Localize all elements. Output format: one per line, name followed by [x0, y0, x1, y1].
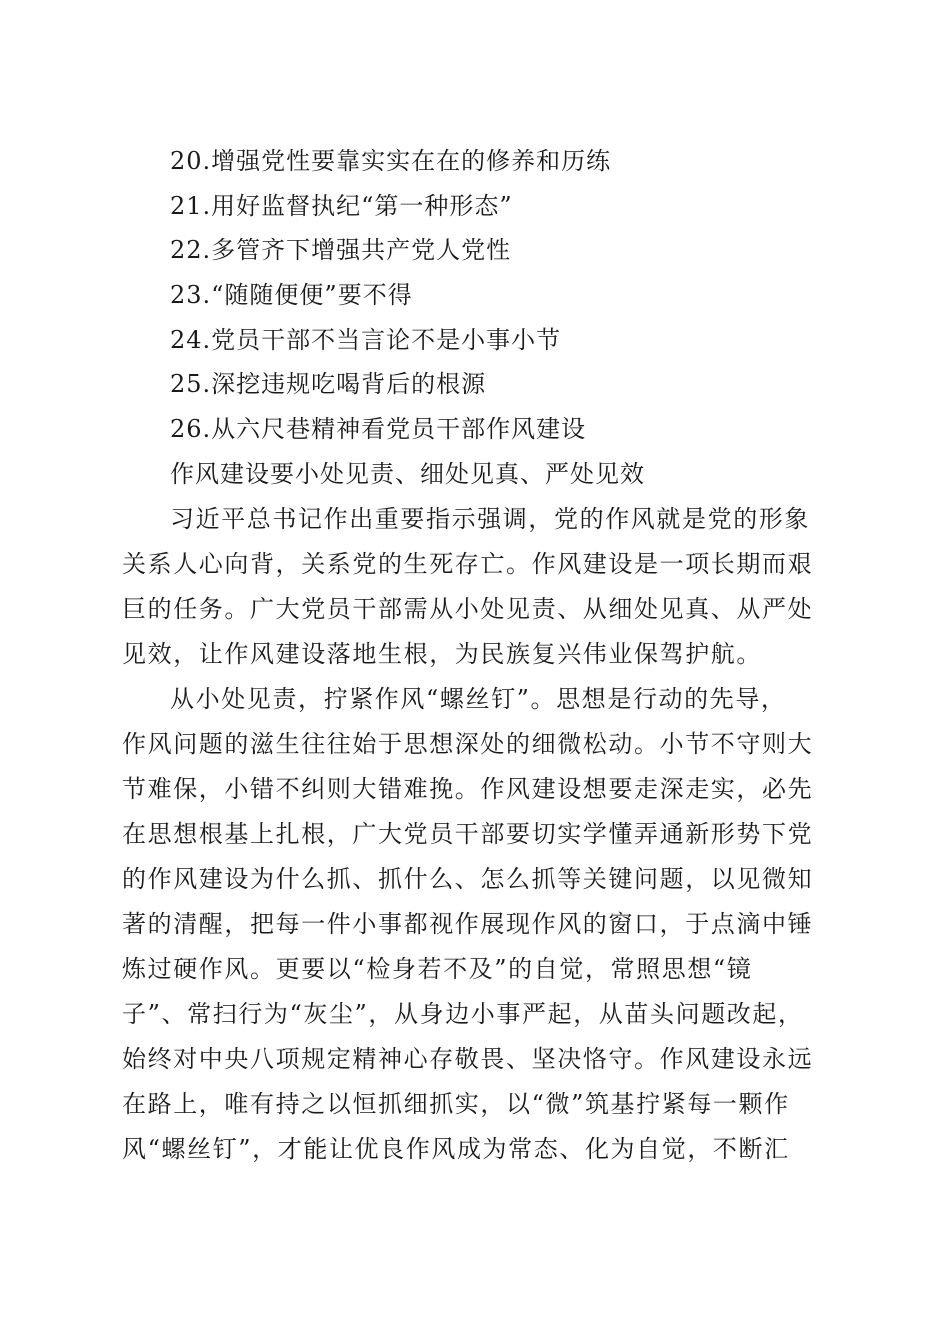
paragraph-line: 见效，让作风建设落地生根，为民族复兴伟业保驾护航。 [122, 640, 762, 668]
paragraph-line: 关系人心向背，关系党的生死存亡。作风建设是一项长期而艰 [122, 550, 814, 578]
list-item: 24.党员干部不当言论不是小事小节 [170, 326, 562, 354]
paragraph-line: 节难保，小错不纠则大错难挽。作风建设想要走深走实，必先 [122, 775, 814, 803]
list-item: 21.用好监督执纪“第一种形态” [170, 192, 513, 220]
list-item: 25.深挖违规吃喝背后的根源 [170, 370, 487, 398]
paragraph-line: 在思想根基上扎根，广大党员干部要切实学懂弄通新形势下党 [122, 820, 814, 848]
paragraph-line: 作风问题的滋生往往始于思想深处的细微松动。小节不守则大 [122, 730, 814, 758]
paragraph-line: 巨的任务。广大党员干部需从小处见责、从细处见真、从严处 [122, 595, 814, 623]
list-item: 26.从六尺巷精神看党员干部作风建设 [170, 415, 587, 443]
list-item: 22.多管齐下增强共产党人党性 [170, 236, 512, 264]
section-title: 作风建设要小处见责、细处见真、严处见效 [170, 460, 645, 488]
list-item: 20.增强党性要靠实实在在的修养和历练 [170, 147, 612, 175]
paragraph-line: 在路上，唯有持之以恒抓细抓实，以“微”筑基拧紧每一颗作 [122, 1090, 790, 1118]
paragraph-line: 风“螺丝钉”，才能让优良作风成为常态、化为自觉，不断汇 [122, 1135, 790, 1163]
paragraph-line: 从小处见责，拧紧作风“螺丝钉”。思想是行动的先导， [170, 685, 787, 713]
paragraph-line: 始终对中央八项规定精神心存敬畏、坚决恪守。作风建设永远 [122, 1045, 814, 1073]
paragraph-line: 炼过硬作风。更要以“检身若不及”的自觉，常照思想“镜 [122, 955, 753, 983]
paragraph-line: 的作风建设为什么抓、抓什么、怎么抓等关键问题，以见微知 [122, 865, 814, 893]
paragraph-line: 著的清醒，把每一件小事都视作展现作风的窗口，于点滴中锤 [122, 910, 814, 938]
paragraph-line: 子”、常扫行为“灰尘”，从身边小事严起，从苗头问题改起， [122, 1000, 804, 1028]
list-item: 23.“随随便便”要不得 [170, 281, 413, 309]
paragraph-line: 习近平总书记作出重要指示强调，党的作风就是党的形象 [170, 505, 810, 533]
